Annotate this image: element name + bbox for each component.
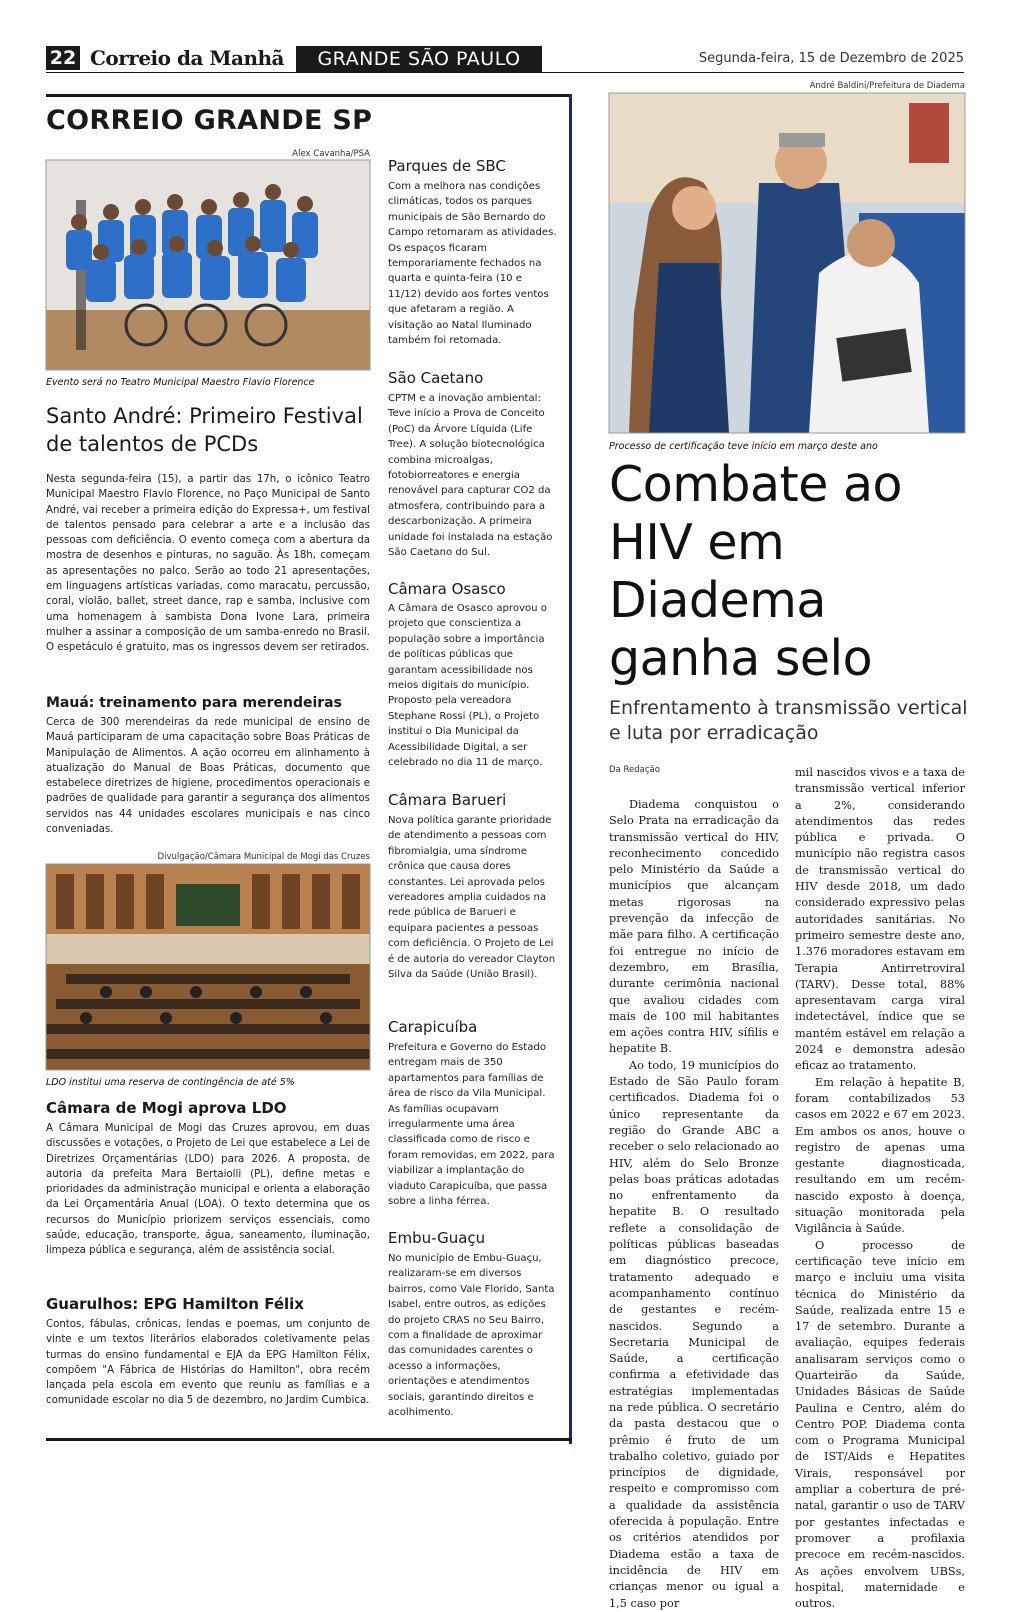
article-column-1 [609,797,779,1612]
photo-credit: Divulgação/Câmara Municipal de Mogi das Cruzes [157,852,370,862]
brief-title: Parques de SBC [388,157,506,175]
brief-body: A Câmara de Osasco aprovou o projeto que conscientiza a população sobre a importância de políticas públicas que garantam acessibilidade nos meios digitais do município. Proposto pela vereadora Stephane Rossi (PL), o Projeto institui o Dia Municipal da Acessibilidade Digital, a ser celebrado no dia 11 de março. [388,603,547,769]
brief-body: Nova política garante prioridade de atendimento a pessoas com fibromialgia, uma síndrome crônica que causa dores constantes. Lei aprovada pelos vereadores amplia cuidados na rede pública de Barueri e equipara pacientes a pessoas com deficiência. O Projeto de Lei é de autoria do vereador Clayton Silva da Saúde (União Brasil). [388,815,556,981]
header-divider [46,72,964,73]
photo-credit: André Baldini/Prefeitura de Diadema [809,81,965,91]
brief-title: Embu-Guaçu [388,1229,486,1247]
brief-body: No município de Embu-Guaçu, realizaram-se em diversos bairros, como Vale Florido, Santa Isabel, entre outros, as edições do projeto CRAS no Seu Bairro, com a finalidade de aproximar das comunidades carentes o acesso a informações, orientações e atendimentos sociais, garantindo direitos e acolhimento. [388,1253,555,1419]
chamber-photo [46,864,370,1070]
article-paragraph: Em relação à hepatite B, foram contabilizados 53 casos em 2022 e 67 em 2023. Em ambos os anos, houve o registro de apenas uma gestante diagnosticada, resultando em um recém-nascido exposto à doença, situação monitorada pela Vigilância à Saúde. [795,1075,965,1236]
photo-credit: Alex Cavanha/PSA [292,149,370,159]
article-column-2 [795,765,965,1612]
article-byline: Da Redação [609,765,660,775]
story-headline-mogi: Câmara de Mogi aprova LDO [46,1099,287,1117]
photo-caption: Processo de certificação teve início em março deste ano [609,441,878,452]
festival-photo [46,160,370,370]
brief-title: São Caetano [388,369,484,387]
photo-caption: Evento será no Teatro Municipal Maestro Flavio Florence [46,377,315,388]
brief-body: Com a melhora nas condições climáticas, todos os parques municipais de São Bernardo do Campo retomaram as atividades. Os espaços ficaram temporariamente fechados na quarta e quinta-feira (10 e 11/12) devido aos fortes ventos que afetaram a região. A visitação ao Natal Iluminado também foi retomada. [388,181,557,347]
article-paragraph: O processo de certificação teve início em março e incluiu uma visita técnica do Ministério da Saúde, realizada entre 15 e 17 de setembro. Durante a avaliação, equipes federais analisaram serviços como o Quarteirão da Saúde, Unidades Básicas de Saúde Paulina e Centro, além do Centro POP. Diadema conta com o Programa Municipal de IST/Aids e Hepatites Virais, responsável por ampliar a cobertura de pré-natal, garantir o uso de TARV por gestantes infectadas e promover a profilaxia precoce em recém-nascidos. As ações envolvem UBSs, hospital, maternidade e outros. [795,1238,965,1611]
article-subhead: Enfrentamento à transmissão vertical e luta por erradicação [609,697,968,744]
article-paragraph: Diadema conquistou o Selo Prata na erradicação da transmissão vertical do HIV, reconhecimento concedido pelo Ministério da Saúde a municípios que alcançam metas rigorosas na prevenção da infecção de mãe para filho. A certificação foi entregue no início de dezembro, em Brasília, durante cerimônia nacional que avaliou cidades com mais de 100 mil habitantes em ações contra HIV, sífilis e hepatite B. [609,798,779,1056]
story-body-santo-andre: Nesta segunda-feira (15), a partir das 17h, o icônico Teatro Municipal Maestro Flavio Florence, no Paço Municipal de Santo André, vai receber a primeira edição do Expressa+, um festival de talentos pensado para celebrar a arte e a inclusão das pessoas com deficiência. O evento começa com a abertura da mostra de desenhos e pinturas, no saguão. Às 18h, começam as apresentações no palco. Serão ao todo 21 apresentações, em linguagens artísticas variadas, como maracatu, percussão, coral, violão, ballet, street dance, rap e samba, inclusive com uma homenagem à sambista Dona Ivone Lara, primeira mulher a assinar a composição de um samba-enredo no Brasil. O espetáculo é gratuito, mas os ingressos devem ser retirados. [46,474,370,654]
story-body-maua: Cerca de 300 merendeiras da rede municipal de ensino de Mauá participaram de uma capacitação sobre Boas Práticas de Manipulação de Alimentos. A ação ocorreu em alinhamento à atualização do Manual de Boas Práticas, documento que estabelece diretrizes de higiene, procedimentos operacionais e padrões de qualidade para garantir a segurança dos alimentos servidos nas 44 unidades escolares municipais e nas cinco conveniadas. [46,717,370,836]
section-label: GRANDE SÃO PAULO [296,46,542,72]
story-body-guarulhos: Contos, fábulas, crônicas, lendas e poemas, um conjunto de vinte e um textos literários elaborados coletivamente pelas turmas do ensino fundamental e EJA da EPG Hamilton Félix, compõem "A Fábrica de Histórias do Hamilton", obra recém lançada pela escola em evento que reuniu as famílias e a comunidade escolar no dia 5 de dezembro, no Jardim Cumbica. [46,1319,370,1407]
section-title: CORREIO GRANDE SP [46,105,373,136]
brief-body: CPTM e a inovação ambiental: Teve início a Prova de Conceito (PoC) da Árvore Líquida (Life Tree). A solução biotecnológica combina microalgas, fotobiorreatores e energia renovável para capturar CO2 da atmosfera, contribuindo para a descarbonização. A primeira unidade foi instalada na estação São Caetano do Sul. [388,393,553,559]
column-divider [569,94,572,1444]
page-number: 22 [46,46,80,70]
story-headline-santo-andre: Santo André: Primeiro Festival de talentos de PCDs [46,404,363,456]
brief-body: Prefeitura e Governo do Estado entregam mais de 350 apartamentos para famílias de área de risco da Vila Municipal. As famílias ocupavam irregularmente uma área classificada como de risco e foram removidas, em 2022, para viabilizar a implantação do viaduto Carapicuíba, que passa sobre a linha férrea. [388,1042,555,1208]
masthead: Correio da Manhã [90,46,285,70]
brief-title: Carapicuíba [388,1018,478,1036]
article-paragraph: mil nascidos vivos e a taxa de transmissão vertical inferior a 2%, considerando atendimentos das redes pública e privada. O município não registra casos de transmissão vertical do HIV desde 2018, um dado considerado expressivo pelas autoridades sanitárias. No primeiro semestre deste ano, 1.376 moradores estavam em Terapia Antirretroviral (TARV). Desse total, 88% apresentavam carga viral indetectável, índice que se mantém estável em relação a 2024 e demonstra adesão eficaz ao tratamento. [795,766,965,1073]
article-paragraph: Ao todo, 19 municípios do Estado de São Paulo foram certificados. Diadema foi o único representante da região do Grande ABC a receber o selo relacionado ao HIV, além do Selo Bronze pelas boas práticas adotadas no enfrentamento da hepatite B. O resultado reflete a consolidação de políticas públicas baseadas em diagnóstico precoce, tratamento adequado e acompanhamento contínuo de gestantes e recém-nascidos. Segundo a Secretaria Municipal de Saúde, a certificação confirma a efetividade das estratégias implementadas na rede pública. O secretário da pasta destacou que o prêmio é fruto de um trabalho coletivo, guiado por princípios de dignidade, respeito e compromisso com a qualidade da assistência oferecida à população. Entre os critérios atendidos por Diadema estão a taxa de incidência de HIV em crianças menor ou igual a 1,5 caso por [609,1058,779,1610]
issue-date: Segunda-feira, 15 de Dezembro de 2025 [698,51,964,66]
section-bottom-rule [46,1438,572,1441]
health-team-photo [609,93,965,433]
story-headline-guarulhos: Guarulhos: EPG Hamilton Félix [46,1295,304,1313]
story-body-mogi: A Câmara Municipal de Mogi das Cruzes aprovou, em duas discussões e votações, o Projeto de Lei que estabelece a Lei de Diretrizes Orçamentárias (LDO) para 2026. A proposta, de autoria da prefeita Mara Bertaiolli (PL), define metas e prioridades da administração municipal e orienta a elaboração da Lei Orçamentária Anual (LOA). O texto determina que os recursos do Município priorizem serviços essenciais, como saúde, educação, transporte, água, saneamento, iluminação, limpeza pública e segurança, além de assistência social. [46,1123,370,1257]
brief-title: Câmara Osasco [388,580,506,598]
brief-title: Câmara Barueri [388,791,507,809]
photo-caption: LDO institui uma reserva de contingência de até 5% [46,1077,295,1088]
story-headline-maua: Mauá: treinamento para merendeiras [46,695,342,711]
article-headline: Combate ao HIV em Diadema ganha selo [609,456,902,687]
section-top-rule [46,94,570,97]
